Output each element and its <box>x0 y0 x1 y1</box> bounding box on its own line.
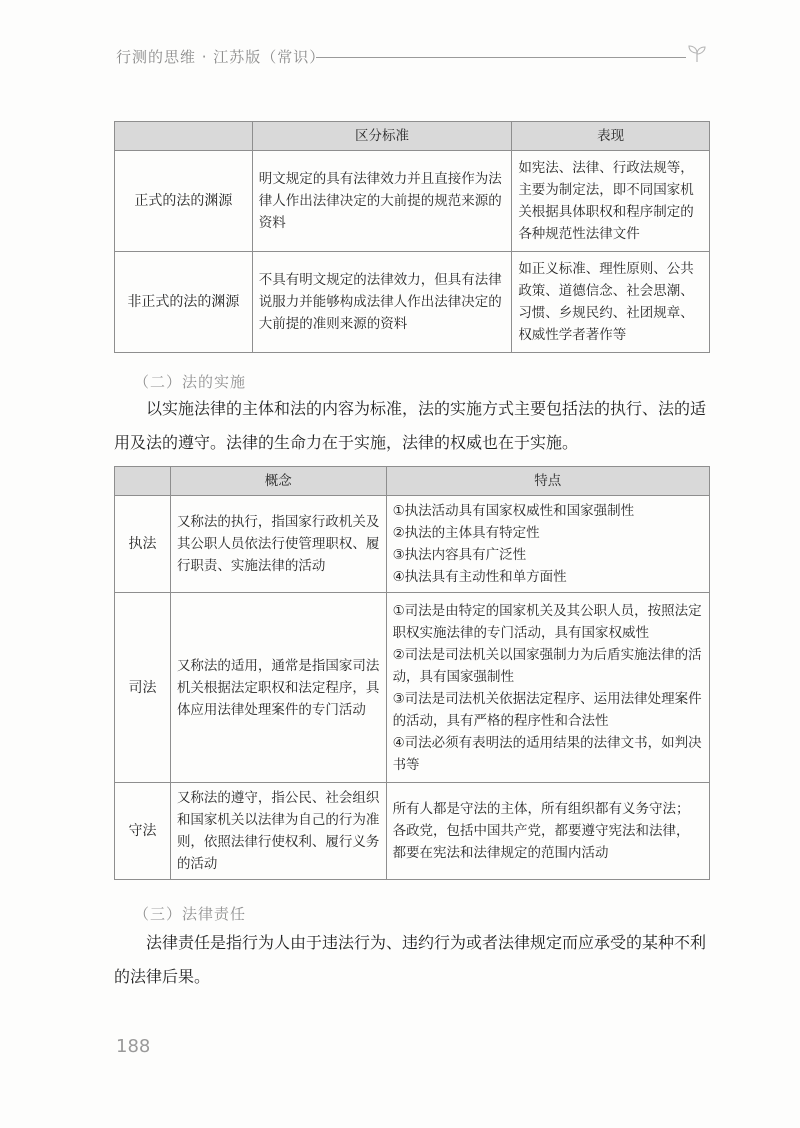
table-header-cell <box>115 467 171 496</box>
feature-item: ③司法是司法机关依据法定程序、运用法律处理案件的活动，具有严格的程序性和合法性 <box>392 690 702 729</box>
feature-item: ②执法的主体具有特定性 <box>392 525 540 541</box>
feature-item: ③执法内容具有广泛性 <box>392 547 527 563</box>
row-label: 正式的法的渊源 <box>115 151 253 252</box>
sprout-icon <box>686 42 708 64</box>
concept-cell: 又称法的遵守，指公民、社会组织和国家机关以法律为自己的行为准则，依照法律行使权利、履行义务的活动 <box>170 783 386 880</box>
section-heading: （三）法律责任 <box>134 905 247 923</box>
law-implementation-table <box>114 466 710 880</box>
feature-item: ②司法是司法机关以国家强制力为后盾实施法律的活动，具有国家强制性 <box>392 646 702 685</box>
section-heading: （二）法的实施 <box>134 373 247 391</box>
table-header-cell: 特点 <box>386 467 709 496</box>
standard-cell: 明文规定的具有法律效力并且直接作为法律人作出法律决定的大前提的规范来源的资料 <box>252 151 512 252</box>
table-header-cell: 概念 <box>170 467 386 496</box>
body-paragraph: 以实施法律的主体和法的内容为标准，法的实施方式主要包括法的执行、法的适用及法的遵守。法律的生命力在于实施，法律的权威也在于实施。 <box>114 399 707 452</box>
table-row <box>115 783 710 880</box>
table-header-row <box>115 467 710 496</box>
running-header <box>116 38 708 72</box>
features-cell <box>386 496 709 593</box>
row-label: 司法 <box>115 593 171 783</box>
row-label: 非正式的法的渊源 <box>115 252 253 353</box>
law-sources-table <box>114 121 710 353</box>
feature-item: ①司法是由特定的国家机关及其公职人员，按照法定职权实施法律的专门活动，具有国家权威性 <box>392 602 702 641</box>
page-number: 188 <box>116 1036 151 1057</box>
row-label: 守法 <box>115 783 171 880</box>
table-header-cell: 表现 <box>512 122 710 151</box>
table-row <box>115 496 710 593</box>
concept-cell: 又称法的适用，通常是指国家司法机关根据法定职权和法定程序，具体应用法律处理案件的专门活动 <box>170 593 386 783</box>
body-paragraph: 法律责任是指行为人由于违法行为、违约行为或者法律规定而应承受的某种不利的法律后果。 <box>114 933 707 986</box>
table-row <box>115 151 710 252</box>
table-row <box>115 593 710 783</box>
standard-cell: 不具有明文规定的法律效力，但具有法律说服力并能够构成法律人作出法律决定的大前提的准则来源的资料 <box>252 252 512 353</box>
table-row <box>115 252 710 353</box>
feature-item: ④司法必须有表明法的适用结果的法律文书，如判决书等 <box>392 734 702 773</box>
row-label: 执法 <box>115 496 171 593</box>
table-header-row <box>115 122 710 151</box>
table-header-cell <box>115 122 253 151</box>
table-header-cell: 区分标准 <box>252 122 512 151</box>
feature-item: 所有人都是守法的主体，所有组织都有义务守法；各政党，包括中国共产党，都要遵守宪法和法律，都要在宪法和法律规定的范围内活动 <box>392 801 690 861</box>
features-cell <box>386 593 709 783</box>
header-rule <box>316 57 686 58</box>
performance-cell: 如宪法、法律、行政法规等，主要为制定法，即不同国家机关根据具体职权和程序制定的各种规范性法律文件 <box>512 151 710 252</box>
features-cell <box>386 783 709 880</box>
concept-cell: 又称法的执行，指国家行政机关及其公职人员依法行使管理职权、履行职责、实施法律的活动 <box>170 496 386 593</box>
feature-item: ④执法具有主动性和单方面性 <box>392 569 567 585</box>
feature-item: ①执法活动具有国家权威性和国家强制性 <box>392 503 635 519</box>
book-title: 行测的思维 · 江苏版（常识） <box>116 48 326 66</box>
performance-cell: 如正义标准、理性原则、公共政策、道德信念、社会思潮、习惯、乡规民约、社团规章、权威性学者著作等 <box>512 252 710 353</box>
